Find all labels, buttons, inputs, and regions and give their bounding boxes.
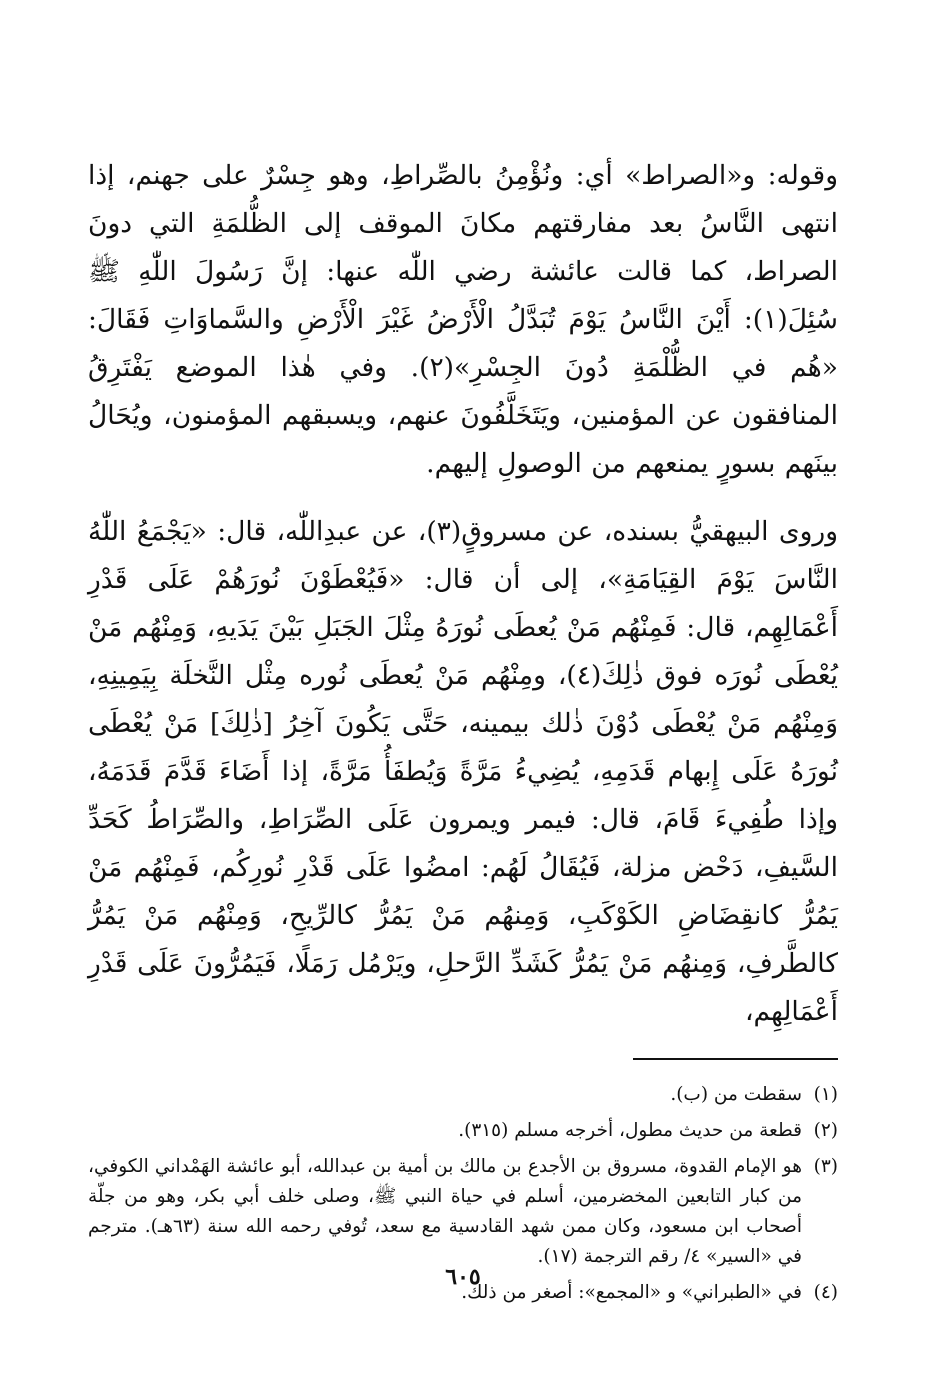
footnote-1 <box>88 1080 838 1110</box>
footnote-number: (٢) <box>813 1120 838 1141</box>
footnote-text: هو الإمام القدوة، مسروق بن الأجدع بن مالك بن أمية بن عبدالله، أبو عائشة الهَمْداني الكوفي، من كبار التابعين المخضرمين، أسلم في حياة النبي ﷺ، وصلى خلف أبي بكر، وهو من جلّة أصحاب ابن مسعود، وكان ممن شهد القادسية مع سعد، تُوفي رحمه الله سنة (٦٣هـ). مترجم في «السير» ٤/ رقم الترجمة (١٧). <box>88 1156 802 1267</box>
paragraph-1: وقوله: و«الصراط» أي: ونُؤْمِنُ بالصِّراطِ، وهو جِسْرٌ على جهنم، إذا انتهى النَّاسُ بعد مفارقتهم مكانَ الموقف إلى الظُّلمَةِ التي دونَ الصراط، كما قالت عائشة رضي اللّٰه عنها: إنَّ رَسُولَ اللّٰهِ ﷺ سُئِلَ(١): أَيْنَ النَّاسُ يَوْمَ تُبَدَّلُ الْأَرْضُ غَيْرَ الْأَرْضِ والسَّماوَاتِ فَقَالَ: «هُم في الظُّلْمَةِ دُونَ الجِسْرِ»(٢). وفي هٰذا الموضع يَفْتَرِقُ المنافقون عن المؤمنين، ويَتَخَلَّفُونَ عنهم، ويسبقهم المؤمنون، ويُحَالُ بينَهم بسورٍ يمنعهم من الوصولِ إليهم. <box>88 160 838 479</box>
footnote-number: (٤) <box>813 1282 838 1303</box>
page-number: ٦٠٥ <box>445 1264 481 1290</box>
footnote-divider <box>633 1058 838 1060</box>
footnote-text: سقطت من (ب). <box>670 1084 802 1105</box>
footnote-3 <box>88 1152 838 1272</box>
footnote-2 <box>88 1116 838 1146</box>
footnote-text: في «الطبراني» و «المجمع»: أصغر من ذلك. <box>461 1282 802 1303</box>
main-text <box>88 152 838 1036</box>
footnote-text: قطعة من حديث مطول، أخرجه مسلم (٣١٥). <box>458 1120 802 1141</box>
footnote-number: (٣) <box>813 1156 838 1177</box>
footnote-number: (١) <box>813 1084 838 1105</box>
paragraph-2: وروى البيهقيُّ بسنده، عن مسروقٍ(٣)، عن عبدِاللّٰه، قال: «يَجْمَعُ اللّٰهُ النَّاسَ يَوْمَ القِيَامَةِ»، إلى أن قال: «فَيُعْطَوْنَ نُورَهُمْ عَلَى قَدْرِ أَعْمَالِهِم، قال: فَمِنْهُم مَنْ يُعطَى نُورَهُ مِثْلَ الجَبَلِ بَيْنَ يَدَيهِ، وَمِنْهُم مَنْ يُعْطَى نُورَه فوق ذٰلِكَ(٤)، ومِنْهُم مَنْ يُعطَى نُوره مِثْل النَّخلَة بِيَمِينِهِ، وَمِنْهُم مَنْ يُعْطَى دُوْنَ ذٰلك بيمينه، حَتَّى يَكُونَ آخِرُ [ذٰلِكَ] مَنْ يُعْطَى نُورَهُ عَلَى إِبهام قَدَمِهِ، يُضِيءُ مَرَّةً وَيُطفَأُ مَرَّةً، إذا أَضَاءَ قَدَّمَ قَدَمَهُ، وإذا طُفِيءَ قَامَ، قال: فيمر ويمرون عَلَى الصِّرَاطِ، والصِّرَاطُ كَحَدِّ السَّيفِ، دَحْض مزلة، فَيُقَالُ لَهُم: امضُوا عَلَى قَدْرِ نُورِكُم، فَمِنْهُم مَنْ يَمُرُّ كانقِضَاضِ الكَوْكَبِ، وَمِنهُم مَنْ يَمُرُّ كالرِّيحِ، وَمِنْهُم مَنْ يَمُرُّ كالطَّرفِ، وَمِنهُم مَنْ يَمُرُّ كَشَدِّ الرَّحلِ، ويَرْمُل رَمَلًا، فَيَمُرُّونَ عَلَى قَدْرِ أَعْمَالِهِم، <box>88 516 839 1027</box>
